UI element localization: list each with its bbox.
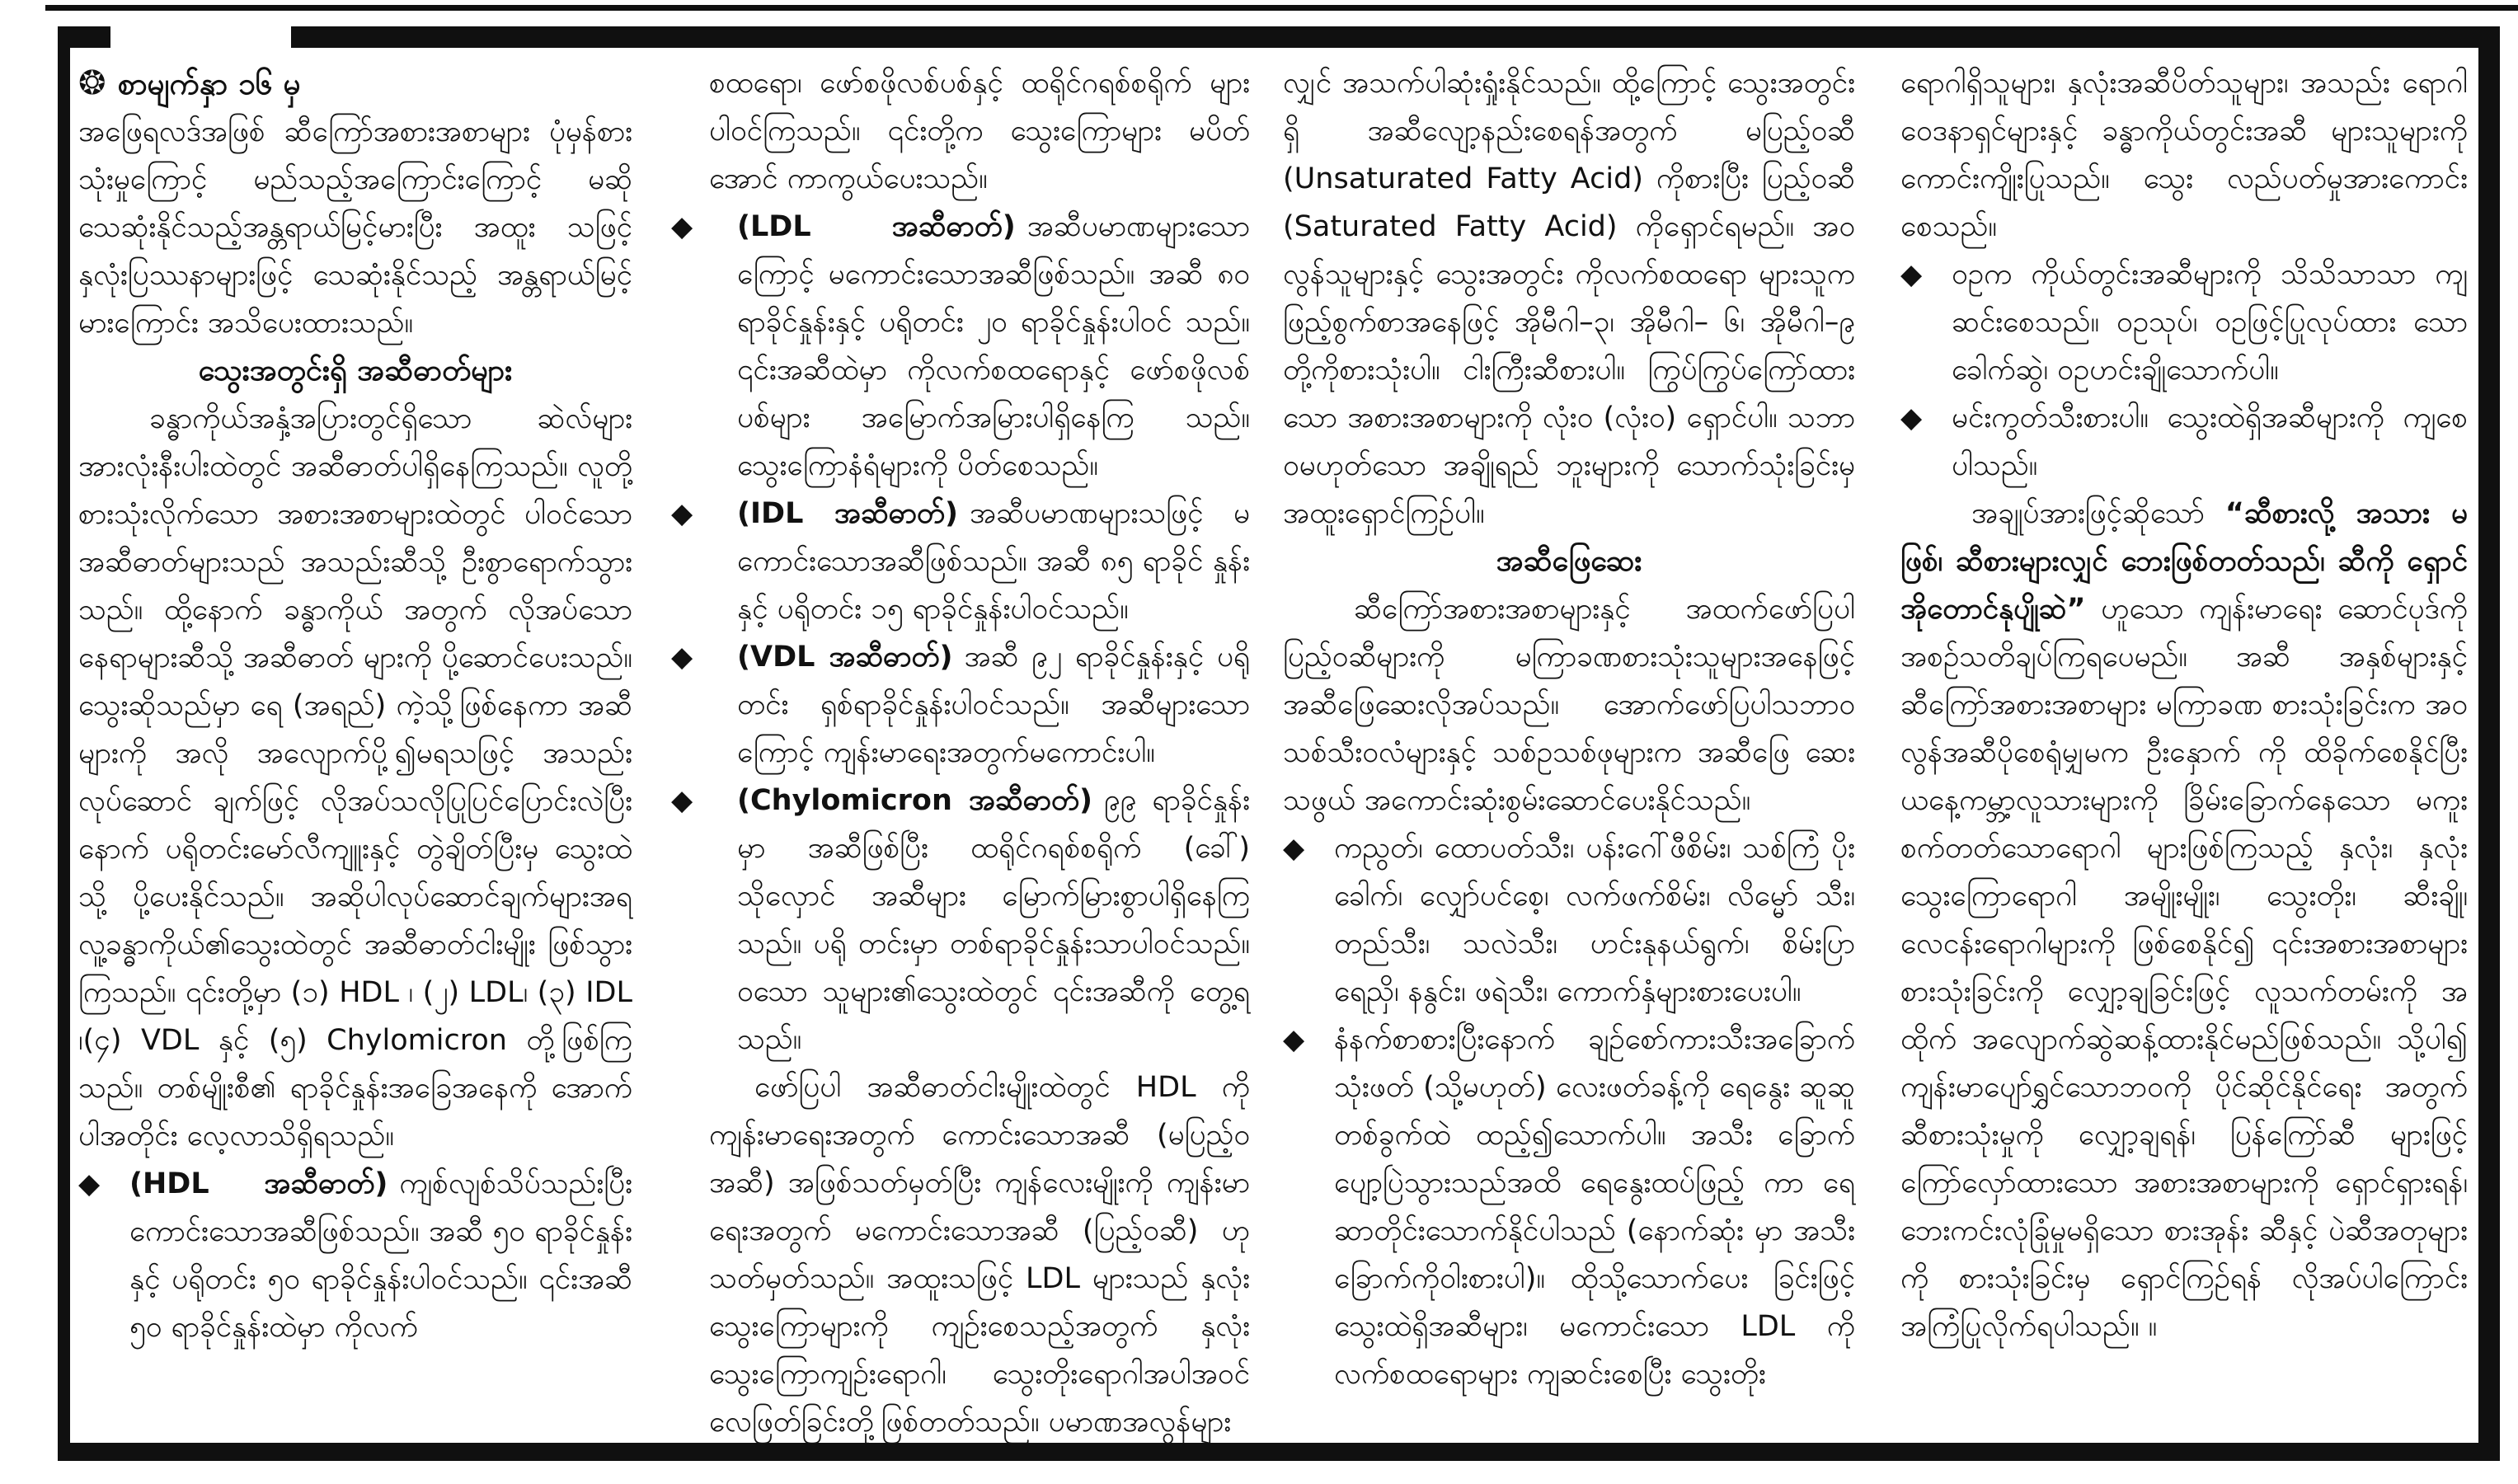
bullet-lead-chylomicron: (Chylomicron အဆီဓာတ်) — [737, 784, 1093, 817]
bullet-item-elephant-foot-yam — [1900, 251, 2468, 394]
diamond-bullet-icon: ◆ — [671, 210, 693, 243]
frame-bottom-border — [58, 1443, 2500, 1461]
bullet-text: (HDL အဆီဓာတ်) ကျစ်လျစ်သိပ်သည်းပြီး ကောင်းသောအဆီဖြစ်သည်။ အဆီ ၅၀ ရာခိုင်နှုန်းနှင့် ပရိုတင်း ၅၀ ရာခိုင်နှုန်းပါဝင်သည်။ ၎င်းအဆီ ၅၀ ရာခိုင်နှုန်းထဲမှာ ကိုလက် — [129, 1167, 632, 1344]
page-top-rule — [45, 5, 2518, 11]
bullet-text: မင်းကွတ်သီးစားပါ။ သွေးထဲရှိအဆီများကို ကျစေပါသည်။ — [1952, 402, 2468, 482]
bullet-item-chylomicron — [671, 777, 1250, 1064]
page-continuation-text: စာမျက်နှာ ၁၆ မှ — [117, 66, 301, 101]
bullet-text: (IDL အဆီဓာတ်) အဆီပမာဏများသဖြင့် မကောင်းသောအဆီဖြစ်သည်။ အဆီ ၈၅ ရာခိုင် နှုန်းနှင့် ပရိုတင်း ၁၅ ရာခိုင်နှုန်းပါဝင်သည်။ — [737, 497, 1250, 626]
bullet-item-mangosteen — [1900, 394, 2468, 490]
diamond-bullet-icon: ◆ — [671, 641, 693, 674]
bullet-text: ကညွတ်၊ ထောပတ်သီး၊ ပန်းဂေါ်ဖီစိမ်း၊ သစ်ကြံ ပိုးခေါက်၊ လျှော်ပင်စေ့၊ လက်ဖက်စိမ်း၊ လိမ္မော် သီး၊ တည်သီး၊ သလဲသီး၊ ဟင်းနုနယ်ရွက်၊ စိမ်းပြာ ရေညှိ၊ နနွင်း၊ ဖရဲသီး၊ ကောက်နှံများစားပေးပါ။ — [1334, 832, 1855, 1008]
bullet-item-vdl — [671, 633, 1250, 777]
bullet-item-hdl — [78, 1160, 632, 1351]
article-column-3 — [1283, 59, 1855, 1441]
page-continuation-note — [78, 59, 632, 108]
paragraph: ခန္ဓာကိုယ်အနှံ့အပြားတွင်ရှိသော ဆဲလ်များ အားလုံးနီးပါးထဲတွင် အဆီဓာတ်ပါရှိနေကြသည်။ လူတို့စားသုံးလိုက်သော အစားအစာများထဲတွင် ပါဝင်သောအဆီဓာတ်များသည် အသည်းဆီသို့ ဦးစွာရောက်သွားသည်။ ထို့နောက် ခန္ဓာကိုယ် အတွက် လိုအပ်သောနေရာများဆီသို့ အဆီဓာတ် များကို ပို့ဆောင်ပေးသည်။ သွေးဆိုသည်မှာ ရေ (အရည်) ကဲ့သို့ဖြစ်နေကာ အဆီများကို အလို အလျောက်ပို့၍မရသဖြင့် အသည်းလုပ်ဆောင် ချက်ဖြင့် လိုအပ်သလိုပြုပြင်ပြောင်းလဲပြီးနောက် ပရိုတင်းမော်လီကျူးနှင့် တွဲချိတ်ပြီးမှ သွေးထဲသို့ ပို့ပေးနိုင်သည်။ အဆိုပါလုပ်ဆောင်ချက်များအရ လူ့ခန္ဓာကိုယ်၏သွေးထဲတွင် အဆီဓာတ်ငါးမျိုး ဖြစ်သွားကြသည်။ ၎င်းတို့မှာ (၁) HDL ၊ (၂) LDL၊ (၃) IDL ၊(၄) VDL နှင့် (၅) Chylomicron တို့ဖြစ်ကြ သည်။ တစ်မျိုးစီ၏ ရာခိုင်နှုန်းအခြေအနေကို အောက်ပါအတိုင်း လေ့လာသိရှိရသည်။ — [78, 402, 632, 1153]
bullet-text: (Chylomicron အဆီဓာတ်) ၉၉ ရာခိုင်နှုန်းမှာ အဆီဖြစ်ပြီး ထရိုင်ဂရစ်စရိုက် (ခေါ်) သိုလှောင် အဆီများ မြောက်မြားစွာပါရှိနေကြသည်။ ပရို တင်းမှာ တစ်ရာခိုင်နှုန်းသာပါဝင်သည်။ ဝသော သူများ၏သွေးထဲတွင် ၎င်းအဆီကို တွေ့ရသည်။ — [737, 784, 1250, 1056]
bullet-lead-ldl: (LDL အဆီဓာတ်) — [737, 210, 1016, 243]
diamond-bullet-icon: ◆ — [1900, 402, 1923, 434]
bullet-lead-vdl: (VDL အဆီဓာတ်) — [737, 641, 953, 674]
article-column-1 — [78, 59, 632, 1441]
diamond-bullet-icon: ◆ — [78, 1167, 101, 1200]
bullet-item-ldl — [671, 203, 1250, 490]
bullet-text: ဝဥက ကိုယ်တွင်းအဆီများကို သိသိသာသာ ကျဆင်းစေသည်။ ဝဥသုပ်၊ ဝဥဖြင့်ပြုလုပ်ထား သောခေါက်ဆွဲ၊ ဝဥဟင်းချိုသောက်ပါ။ — [1952, 258, 2468, 387]
paragraph: ဆီကြော်အစားအစာများနှင့် အထက်ဖော်ပြပါ ပြည့်ဝဆီများကို မကြာခဏစားသုံးသူများအနေဖြင့် အဆီဖြေဆေးလိုအပ်သည်။ အောက်ဖော်ပြပါသဘာဝ သစ်သီးဝလံများနှင့် သစ်ဥသစ်ဖုများက အဆီဖြေ ဆေးသဖွယ် အကောင်းဆုံးစွမ်းဆောင်ပေးနိုင်သည်။ — [1283, 593, 1855, 817]
bullet-item-idl — [671, 490, 1250, 633]
continued-paragraph: ရောဂါရှိသူများ၊ နှလုံးအဆီပိတ်သူများ၊ အသည်း ရောဂါဝေဒနာရှင်များနှင့် ခန္ဓာကိုယ်တွင်းအဆီ များသူများကို ကောင်းကျိုးပြုသည်။ သွေး လည်ပတ်မှုအားကောင်းစေသည်။ — [1900, 67, 2468, 243]
bullet-item-dried-fruit-drink — [1283, 1016, 1855, 1398]
frame-top-border — [291, 26, 2500, 48]
paragraph: ဖော်ပြပါ အဆီဓာတ်ငါးမျိုးထဲတွင် HDL ကို ကျန်းမာရေးအတွက် ကောင်းသောအဆီ (မပြည့်ဝ အဆီ) အဖြစ်သတ်မှတ်ပြီး ကျန်လေးမျိုးကို ကျန်းမာ ရေးအတွက် မကောင်းသောအဆီ (ပြည့်ဝဆီ) ဟု သတ်မှတ်သည်။ အထူးသဖြင့် LDL များသည် နှလုံး သွေးကြောများကို ကျဉ်းစေသည့်အတွက် နှလုံး သွေးကြောကျဉ်းရောဂါ၊ သွေးတိုးရောဂါအပါအဝင် လေဖြတ်ခြင်းတို့ဖြစ်တတ်သည်။ ပမာဏအလွန်များ — [709, 1071, 1250, 1439]
bullet-text: နံနက်စာစားပြီးနောက် ချဉ်စော်ကားသီးအခြောက် သုံးဖတ် (သို့မဟုတ်) လေးဖတ်ခန့်ကို ရေနွေး ဆူဆူတစ်ခွက်ထဲ ထည့်၍သောက်ပါ။ အသီး ခြောက် ပျော့ပြဲသွားသည်အထိ ရေနွေးထပ်ဖြည့် ကာ ရေဆာတိုင်းသောက်နိုင်ပါသည် (နောက်ဆုံး မှာ အသီးခြောက်ကိုဝါးစားပါ)။ ထိုသို့သောက်ပေး ခြင်းဖြင့် သွေးထဲရှိအဆီများ၊ မကောင်းသော LDL ကိုလက်စထရောများ ကျဆင်းစေပြီး သွေးတိုး — [1334, 1023, 1855, 1391]
article-column-2 — [671, 59, 1250, 1441]
bullet-text: (LDL အဆီဓာတ်) အဆီပမာဏများသော ကြောင့် မကောင်းသောအဆီဖြစ်သည်။ အဆီ ၈၀ ရာခိုင်နှုန်းနှင့် ပရိုတင်း ၂၀ ရာခိုင်နှုန်းပါဝင် သည်။ ၎င်းအဆီထဲမှာ ကိုလက်စထရောနှင့် ဖော်စဖိုလစ်ပစ်များ အမြောက်အမြားပါရှိနေကြ သည်။ သွေးကြောနံရံများကို ပိတ်စေသည်။ — [737, 210, 1250, 482]
bullet-text: (VDL အဆီဓာတ်) အဆီ ၉၂ ရာခိုင်နှုန်းနှင့် ပရို တင်း ရှစ်ရာခိုင်နှုန်းပါဝင်သည်။ အဆီများသော ကြောင့် ကျန်းမာရေးအတွက်မကောင်းပါ။ — [737, 641, 1250, 769]
health-slogan-quote: “ဆီစားလို့ အသား မဖြစ်၊ ဆီစားများလျှင် ဘေးဖြစ်တတ်သည်၊ ဆီကို ရှောင် အိုတောင်နုပျိုဆဲ” — [1900, 497, 2468, 626]
diamond-bullet-icon: ◆ — [671, 497, 693, 530]
paragraph: အဖြေရလဒ်အဖြစ် ဆီကြော်အစားအစာများ ပုံမှန်စားသုံးမှုကြောင့် မည်သည့်အကြောင်းကြောင့် မဆို သေဆုံးနိုင်သည့်အန္တရာယ်မြင့်မားပြီး အထူး သဖြင့် နှလုံးပြဿနာများဖြင့် သေဆုံးနိုင်သည့် အန္တရာယ်မြင့်မားကြောင်း အသိပေးထားသည်။ — [78, 115, 632, 340]
closing-paragraph: အချုပ်အားဖြင့်ဆိုသော် “ဆီစားလို့ အသား မဖြစ်၊ ဆီစားများလျှင် ဘေးဖြစ်တတ်သည်၊ ဆီကို ရှောင် အိုတောင်နုပျိုဆဲ” ဟူသော ကျန်းမာရေး ဆောင်ပုဒ်ကို အစဉ်သတိချပ်ကြရပေမည်။ အဆီ အနှစ်များနှင့် ဆီကြော်အစားအစာများ မကြာခဏ စားသုံးခြင်းက အဝလွန်အဆီပိုစေရုံမျှမက ဦးနှောက် ကို ထိခိုက်စေနိုင်ပြီး ယနေ့ကမ္ဘာ့လူသားများကို ခြိမ်းခြောက်နေသော မကူးစက်တတ်သောရောဂါ များဖြစ်ကြသည့် နှလုံး၊ နှလုံးသွေးကြောရောဂါ အမျိုးမျိုး၊ သွေးတိုး၊ ဆီးချို၊ လေငန်းရောဂါများကို ဖြစ်စေနိုင်၍ ၎င်းအစားအစာများ စားသုံးခြင်းကို လျှော့ချခြင်းဖြင့် လူသက်တမ်းကို အထိုက် အလျောက်ဆွဲဆန့်ထားနိုင်မည်ဖြစ်သည်။ သို့ပါ၍ ကျန်းမာပျော်ရွှင်သောဘဝကို ပိုင်ဆိုင်နိုင်ရေး အတွက် ဆီစားသုံးမှုကို လျှော့ချရန်၊ ပြန်ကြော်ဆီ များဖြင့် ကြော်လှော်ထားသော အစားအစာများကို ရှောင်ရှားရန်၊ ဘေးကင်းလုံခြုံမှုမရှိသော စားအုန်း ဆီနှင့် ပဲဆီအတုများကို စားသုံးခြင်းမှ ရှောင်ကြဉ်ရန် လိုအပ်ပါကြောင်း အကြံပြုလိုက်ရပါသည်။ ။ — [1900, 497, 2468, 1343]
section-heading-blood-fats: သွေးအတွင်းရှိ အဆီဓာတ်များ — [198, 354, 513, 387]
diamond-bullet-icon: ◆ — [671, 784, 693, 817]
sun-icon: ❂ — [78, 64, 106, 102]
bullet-lead-hdl: (HDL အဆီဓာတ်) — [129, 1167, 388, 1200]
continued-paragraph: လျှင် အသက်ပါဆုံးရှုံးနိုင်သည်။ ထို့ကြောင့် သွေးအတွင်းရှိ အဆီလျော့နည်းစေရန်အတွက် မပြည့်ဝဆီ (Unsaturated Fatty Acid) ကိုစားပြီး ပြည့်ဝဆီ (Saturated Fatty Acid) ကိုရှောင်ရမည်။ အဝလွန်သူများနှင့် သွေးအတွင်း ကိုလက်စထရော များသူက ဖြည့်စွက်စာအနေဖြင့် အိုမီဂါ–၃၊ အိုမီဂါ– ၆၊ အိုမီဂါ–၉ တို့ကိုစားသုံးပါ။ ငါးကြီးဆီစားပါ။ ကြွပ်ကြွပ်ကြော်ထားသော အစားအစာများကို လုံးဝ (လုံးဝ) ရှောင်ပါ။ သဘာဝမဟုတ်သော အချိုရည် ဘူးများကို သောက်သုံးခြင်းမှ အထူးရှောင်ကြဉ်ပါ။ — [1283, 67, 1855, 530]
bullet-lead-idl: (IDL အဆီဓာတ်) — [737, 497, 959, 530]
article-column-4 — [1900, 59, 2468, 1441]
diamond-bullet-icon: ◆ — [1900, 258, 1923, 291]
continued-paragraph: စထရော၊ ဖော်စဖိုလစ်ပစ်နှင့် ထရိုင်ဂရစ်စရိုက် များပါဝင်ကြသည်။ ၎င်းတို့က သွေးကြောများ မပိတ်အောင် ကာကွယ်ပေးသည်။ — [709, 67, 1250, 195]
diamond-bullet-icon: ◆ — [1283, 1023, 1305, 1056]
frame-left-border — [58, 26, 70, 1461]
diamond-bullet-icon: ◆ — [1283, 832, 1305, 865]
frame-right-border — [2478, 26, 2500, 1461]
bullet-item-vegetables — [1283, 824, 1855, 1016]
section-heading-fat-remedy: အဆီဖြေဆေး — [1496, 544, 1642, 578]
